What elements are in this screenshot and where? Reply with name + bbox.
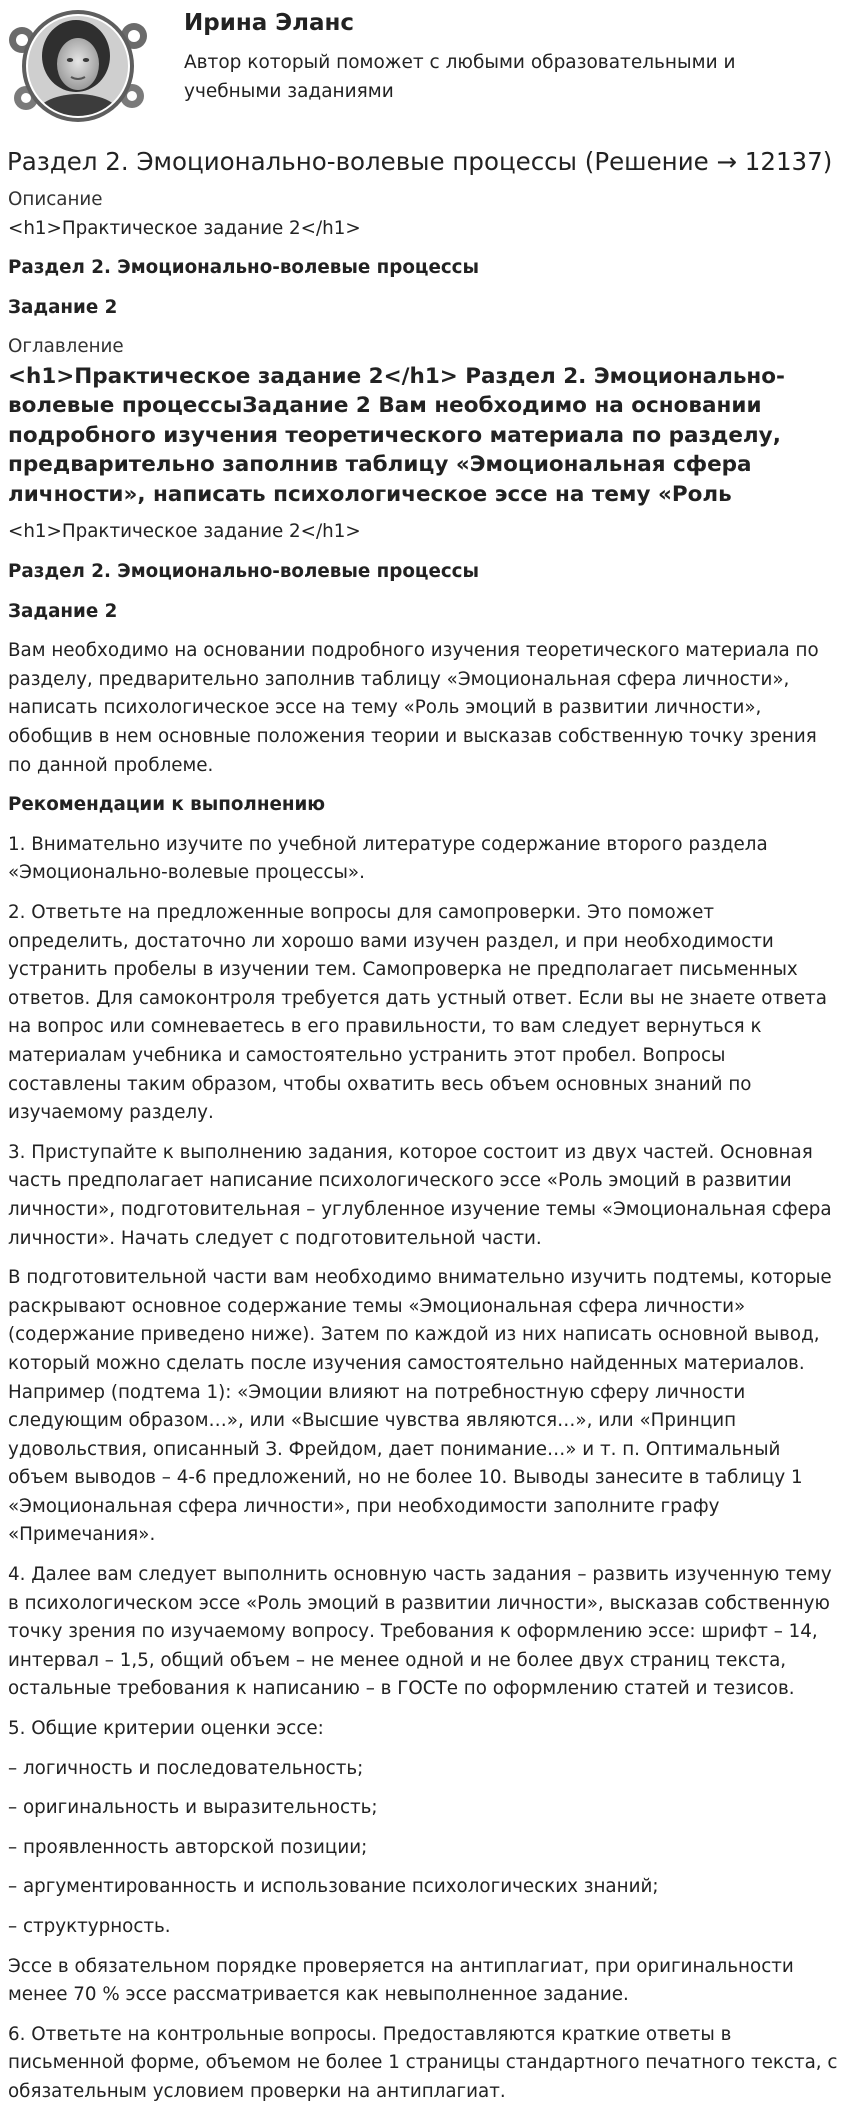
body-section-heading: Раздел 2. Эмоционально-волевые процессы	[8, 561, 480, 583]
toc-label: Оглавление	[8, 336, 124, 358]
author-photo-avatar	[6, 6, 150, 124]
author-description: Автор который поможет с любыми образовательными и учебными заданиями	[184, 52, 736, 102]
body-intro: Вам необходимо на основании подробного изучения теоретического материала по разделу, предварительно заполнив таблицу «Эмоциональная сфера личности», написать психологическое эссе на тему «Роль эмоций в развитии личности», обобщив в нем основные положения теории и высказав собственную точку зрения по данной проблеме.	[8, 640, 819, 776]
criteria-item: – проявленность авторской позиции;	[8, 1836, 368, 1858]
page-title: Раздел 2. Эмоционально-волевые процессы (Решение → 12137)	[7, 147, 833, 176]
paragraph: 3. Приступайте к выполнению задания, которое состоит из двух частей. Основная часть предполагает написание психологического эссе «Роль эмоций в развитии личности», подготовительная – углубленное изучение темы «Эмоциональная сфера личности». Начать следует с подготовительной части.	[8, 1141, 832, 1249]
paragraph: 2. Ответьте на предложенные вопросы для самопроверки. Это поможет определить, достаточно ли хорошо вами изучен раздел, и при необходимости устранить пробелы в изучении тем. Самопроверка не предполагает письменных ответов. Для самоконтроля требуется дать устный ответ. Если вы не знаете ответа на вопрос или сомневаетесь в его правильности, то вам следует вернуться к материалам учебника и самостоятельно устранить этот пробел. Вопросы составлены таким образом, чтобы охватить весь объем основных знаний по изучаемому разделу.	[8, 902, 827, 1124]
criteria-item: – аргументированность и использование психологических знаний;	[8, 1876, 659, 1898]
author-name[interactable]: Ирина Эланс	[184, 10, 355, 36]
paragraph: В подготовительной части вам необходимо внимательно изучить подтемы, которые раскрывают основное содержание темы «Эмоциональная сфера личности» (содержание приведено ниже). Затем по каждой из них написать основной вывод, который можно сделать после изучения самостоятельно найденных материалов. Например (подтема 1): «Эмоции влияют на потребностную сферу личности следующим образом…», или «Высшие чувства являются…», или «Принцип удовольствия, описанный З. Фрейдом, дает понимание…» и т. п. Оптимальный объем выводов – 4-6 предложений, но не более 10. Выводы занесите в таблицу 1 «Эмоциональная сфера личности», при необходимости заполните графу «Примечания».	[8, 1267, 832, 1546]
criteria-item: – структурность.	[8, 1916, 171, 1937]
body-task-heading: Задание 2	[8, 600, 118, 622]
description-h1-text: <h1>Практическое задание 2</h1>	[8, 217, 361, 239]
criteria-heading: 5. Общие критерии оценки эссе:	[8, 1718, 324, 1740]
document-content	[8, 186, 840, 2118]
description-task-heading: Задание 2	[8, 296, 118, 318]
paragraph: 4. Далее вам следует выполнить основную часть задания – развить изученную тему в психологическом эссе «Роль эмоций в развитии личности», высказав собственную точку зрения по изучаемому вопросу. Требования к оформлению эссе: шрифт – 14, интервал – 1,5, общий объем – не менее одной и не более двух страниц текста, остальные требования к написанию – в ГОСТе по оформлению статей и тезисов.	[8, 1564, 832, 1700]
paragraph: 1. Внимательно изучите по учебной литературе содержание второго раздела «Эмоционально-волевые процессы».	[8, 833, 768, 884]
body-h1-text: <h1>Практическое задание 2</h1>	[8, 521, 361, 543]
description-section-heading: Раздел 2. Эмоционально-волевые процессы	[8, 257, 480, 279]
author-header	[0, 0, 847, 132]
description-label: Описание	[8, 189, 103, 210]
recommendations-heading: Рекомендации к выполнению	[8, 794, 326, 816]
paragraph: Эссе в обязательном порядке проверяется на антиплагиат, при оригинальности менее 70 % эссе рассматривается как невыполненное задание.	[8, 1955, 794, 2006]
paragraph: 6. Ответьте на контрольные вопросы. Предоставляются краткие ответы в письменной форме, объемом не более 1 страницы стандартного печатного текста, с обязательным условием проверки на антиплагиат.	[8, 2023, 838, 2102]
criteria-item: – оригинальность и выразительность;	[8, 1797, 378, 1819]
criteria-item: – логичность и последовательность;	[8, 1757, 364, 1779]
toc-text: <h1>Практическое задание 2</h1> Раздел 2. Эмоционально-волевые процессыЗадание 2 Вам необходимо на основании подробного изучения теоретического материала по разделу, предварительно заполнив таблицу «Эмоциональная сфера личности», написать психологическое эссе на тему «Роль	[8, 363, 785, 507]
